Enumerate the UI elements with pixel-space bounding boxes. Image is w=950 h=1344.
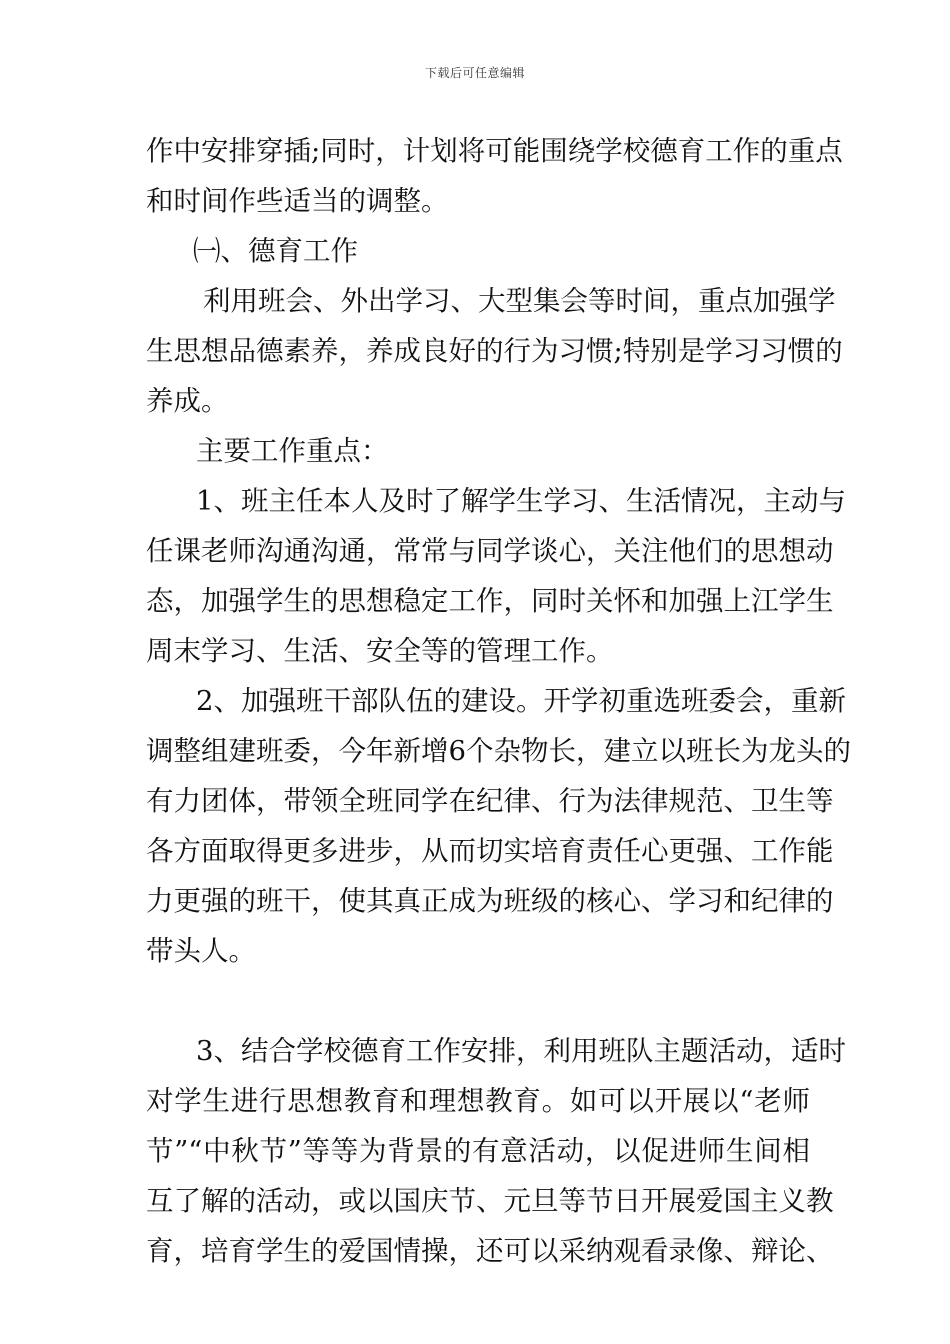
- text-line: 调整组建班委，今年新增6个杂物长，建立以班长为龙头的: [146, 735, 851, 767]
- text-line: 3、结合学校德育工作安排，利用班队主题活动，适时: [196, 1035, 846, 1067]
- text-line: 互了解的活动，或以国庆节、元旦等节日开展爱国主义教: [146, 1185, 834, 1217]
- paragraph-gap: [146, 976, 810, 1026]
- text-line: 力更强的班干，使其真正成为班级的核心、学习和纪律的: [146, 885, 834, 917]
- text-line: 节”“中秋节”等等为背景的有意活动，以促进师生间相: [146, 1135, 810, 1167]
- text-line: 利用班会、外出学习、大型集会等时间，重点加强学: [203, 285, 836, 317]
- text-line: 各方面取得更多进步，从而切实培育责任心更强、工作能: [146, 835, 834, 867]
- text-line: 养成。: [146, 385, 229, 417]
- text-line: 1、班主任本人及时了解学生学习、生活情况，主动与: [196, 485, 846, 517]
- text-line: 带头人。: [146, 935, 256, 967]
- text-line: 生思想品德素养，养成良好的行为习惯;特别是学习习惯的: [146, 335, 843, 367]
- page-header: 下载后可任意编辑: [424, 66, 525, 80]
- text-line: 主要工作重点：: [196, 435, 389, 467]
- text-line: 对学生进行思想教育和理想教育。如可以开展以“老师: [146, 1085, 810, 1117]
- text-line: 和时间作些适当的调整。: [146, 185, 449, 217]
- text-line: 任课老师沟通沟通，常常与同学谈心，关注他们的思想动: [146, 535, 834, 567]
- section-heading: ㈠、德育工作: [193, 235, 358, 267]
- text-line: 育，培育学生的爱国情操，还可以采纳观看录像、辩论、: [146, 1235, 834, 1267]
- text-line: 作中安排穿插;同时，计划将可能围绕学校德育工作的重点: [146, 135, 843, 167]
- text-line: 态，加强学生的思想稳定工作，同时关怀和加强上江学生: [146, 585, 834, 617]
- document-body: [146, 126, 851, 1276]
- text-line: 有力团体，带领全班同学在纪律、行为法律规范、卫生等: [146, 785, 834, 817]
- text-line: 周末学习、生活、安全等的管理工作。: [146, 635, 614, 667]
- text-line: 2、加强班干部队伍的建设。开学初重选班委会，重新: [196, 685, 846, 717]
